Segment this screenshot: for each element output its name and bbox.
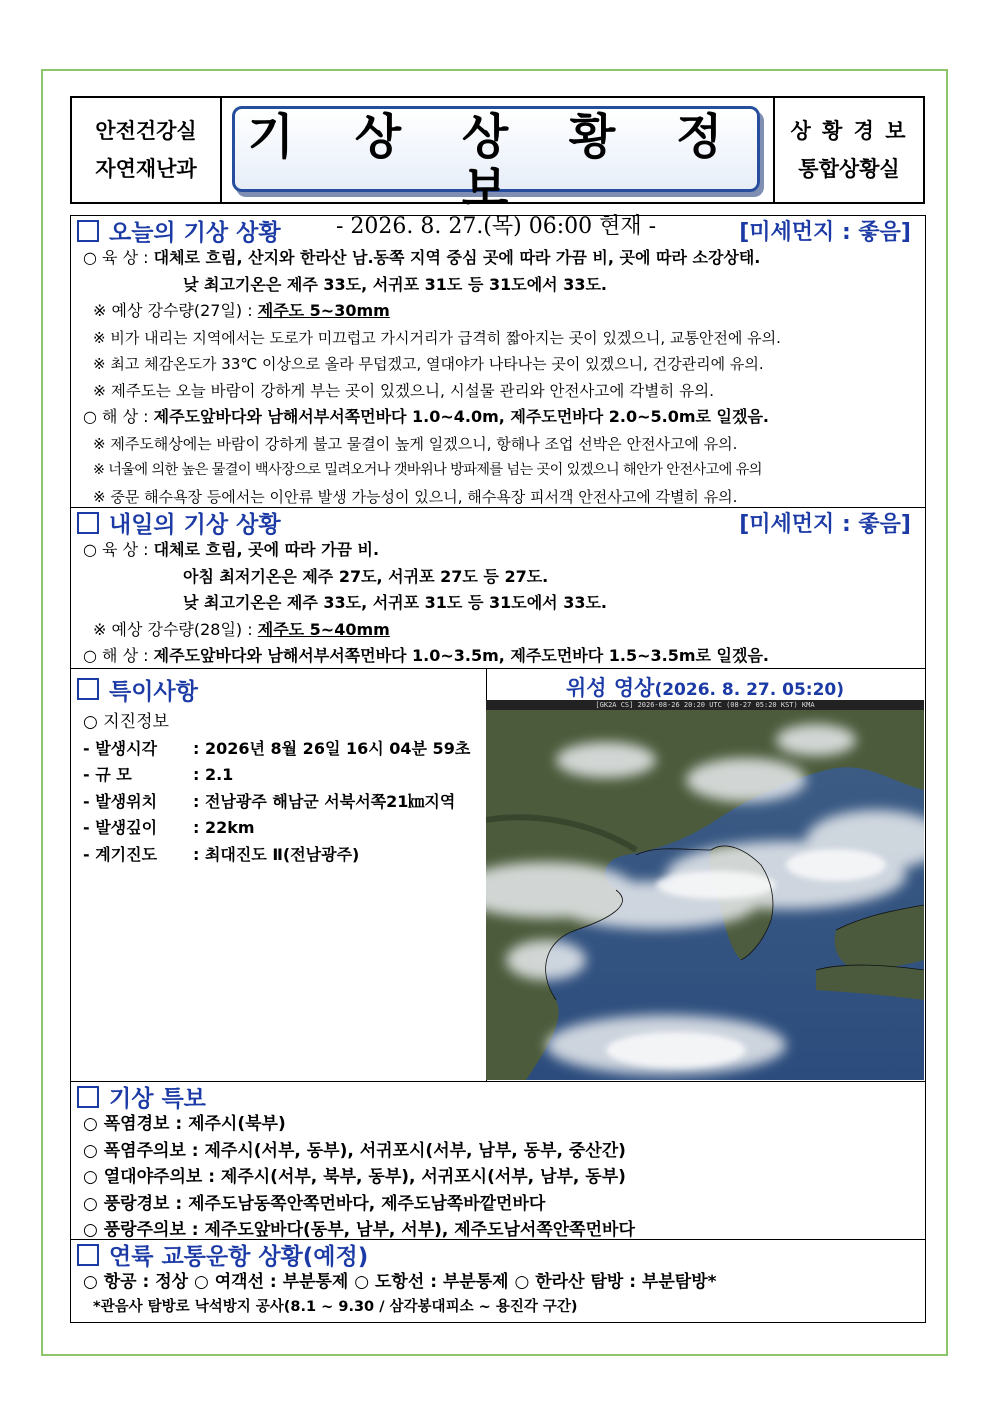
checkbox-icon (77, 512, 99, 534)
title-box (232, 106, 760, 239)
today-rain: ※ 예상 강수량(27일) : 제주도 5~30mm (93, 301, 390, 320)
tomorrow-section (70, 507, 926, 669)
checkbox-icon (77, 1244, 99, 1266)
checkbox-icon (77, 1086, 99, 1108)
today-note-4: ※ 제주도해상에는 바람이 강하게 불고 물결이 높게 일겠으니, 항해나 조업 선박은 안전사고에 유의. (93, 434, 738, 453)
checkbox-icon (77, 678, 99, 700)
today-note-5: ※ 너울에 의한 높은 물결이 백사장으로 밀려오거나 갯바위나 방파제를 넘는 곳이 있겠으니 해안가 안전사고에 유의 (93, 462, 762, 478)
report-date: - 2026. 8. 27.(목) 06:00 현재 - (335, 214, 657, 239)
today-sea: ○ 해 상 : 제주도앞바다와 남해서부서쪽먼바다 1.0~4.0m, 제주도먼바다 2.0~5.0m로 일겠음. (83, 407, 770, 426)
eq-row-label: - 발생깊이 (83, 818, 158, 837)
office-label (773, 98, 923, 202)
eq-row-label: - 발생위치 (83, 791, 158, 811)
eq-row-value: : 2.1 (193, 765, 234, 784)
eq-title: ○ 지진정보 (83, 712, 169, 732)
today-note-6: ※ 중문 해수욕장 등에서는 이안류 발생 가능성이 있으니, 해수욕장 피서객 안전사고에 각별히 유의. (93, 487, 738, 506)
tomorrow-heading: 내일의 기상 상황 (77, 506, 281, 539)
today-note-1: ※ 비가 내리는 지역에서는 도로가 미끄럽고 가시거리가 급격히 짧아지는 곳이 있겠으니, 교통안전에 유의. (93, 328, 781, 347)
today-land: ○ 육 상 : 대체로 흐림, 산지와 한라산 남.동쪽 지역 중심 곳에 따라 가끔 비, 곳에 따라 소강상태. (83, 248, 761, 267)
satellite-caption: [GK2A CS] 2026-08-26 20:20 UTC (08-27 05:20 KST) KMA (486, 700, 924, 710)
traffic-status: ○ 항공 : 정상 ○ 여객선 : 부분통제 ○ 도항선 : 부분통제 ○ 한라산 탐방 : 부분탐방* (83, 1272, 717, 1292)
eq-row-label: - 발생시각 (83, 738, 158, 758)
checkbox-icon (77, 220, 99, 242)
satellite-map-graphic (486, 700, 924, 1080)
eq-row-label: - 계기진도 (83, 844, 158, 864)
satellite-image (486, 700, 924, 1080)
dept-line2: 자연재난과 (95, 157, 197, 181)
warning-item: ○ 폭염주의보 : 제주시(서부, 동부), 서귀포시(서부, 남부, 동부, 중산간) (83, 1140, 626, 1161)
eq-row-value: : 22km (193, 818, 255, 837)
today-heading: 오늘의 기상 상황 (77, 214, 281, 247)
dept-line1: 안전건강실 (95, 119, 197, 143)
today-section (70, 215, 926, 508)
today-land-temp: 낮 최고기온은 제주 33도, 서귀포 31도 등 31도에서 33도. (183, 274, 607, 294)
tomorrow-land-max: 낮 최고기온은 제주 33도, 서귀포 31도 등 31도에서 33도. (183, 593, 607, 612)
warnings-heading: 기상 특보 (77, 1080, 206, 1113)
warnings-section (70, 1081, 926, 1240)
office-line1: 상 황 경 보 (790, 119, 908, 143)
page-title: 기 상 상 황 정 보 (247, 109, 745, 217)
tomorrow-land-min: 아침 최저기온은 제주 27도, 서귀포 27도 등 27도. (183, 566, 549, 586)
today-dust: [미세먼지 : 좋음] (739, 220, 911, 245)
traffic-heading: 연륙 교통운항 상황(예정) (77, 1238, 368, 1271)
office-line2: 통합상황실 (798, 157, 900, 181)
department-label (72, 98, 222, 202)
tomorrow-rain: ※ 예상 강수량(28일) : 제주도 5~40mm (93, 619, 390, 639)
special-heading: 특이사항 (77, 673, 198, 706)
eq-row-value: : 최대진도 Ⅱ(전남광주) (193, 844, 360, 864)
warning-item: ○ 열대야주의보 : 제주시(서부, 북부, 동부), 서귀포시(서부, 남부, 동부) (83, 1167, 626, 1187)
satellite-title: 위성 영상(2026. 8. 27. 05:20) (565, 676, 845, 700)
today-note-2: ※ 최고 체감온도가 33℃ 이상으로 올라 무덥겠고, 열대야가 나타나는 곳이 있겠으니, 건강관리에 유의. (93, 355, 764, 373)
today-note-3: ※ 제주도는 오늘 바람이 강하게 부는 곳이 있겠으니, 시설물 관리와 안전사고에 각별히 유의. (93, 381, 714, 400)
warning-item: ○ 폭염경보 : 제주시(북부) (83, 1114, 286, 1134)
tomorrow-sea: ○ 해 상 : 제주도앞바다와 남해서부서쪽먼바다 1.0~3.5m, 제주도먼바다 1.5~3.5m로 일겠음. (83, 646, 770, 665)
traffic-note: *관음사 탐방로 낙석방지 공사(8.1 ~ 9.30 / 삼각봉대피소 ~ 용진각 구간) (93, 1298, 578, 1315)
tomorrow-dust: [미세먼지 : 좋음] (739, 512, 911, 537)
eq-row-value: : 2026년 8월 26일 16시 04분 59초 (193, 738, 471, 758)
tomorrow-land: ○ 육 상 : 대체로 흐림, 곳에 따라 가끔 비. (83, 540, 380, 559)
warnings-list (71, 1111, 925, 1244)
traffic-section (70, 1239, 926, 1323)
warning-item: ○ 풍랑경보 : 제주도남동쪽안쪽먼바다, 제주도남쪽바깥먼바다 (83, 1193, 546, 1214)
warning-item: ○ 풍랑주의보 : 제주도앞바다(동부, 남부, 서부), 제주도남서쪽안쪽먼바다 (83, 1220, 635, 1240)
eq-row-value: : 전남광주 해남군 서북서쪽21㎞지역 (193, 791, 456, 811)
eq-row-label: - 규 모 (83, 765, 132, 784)
